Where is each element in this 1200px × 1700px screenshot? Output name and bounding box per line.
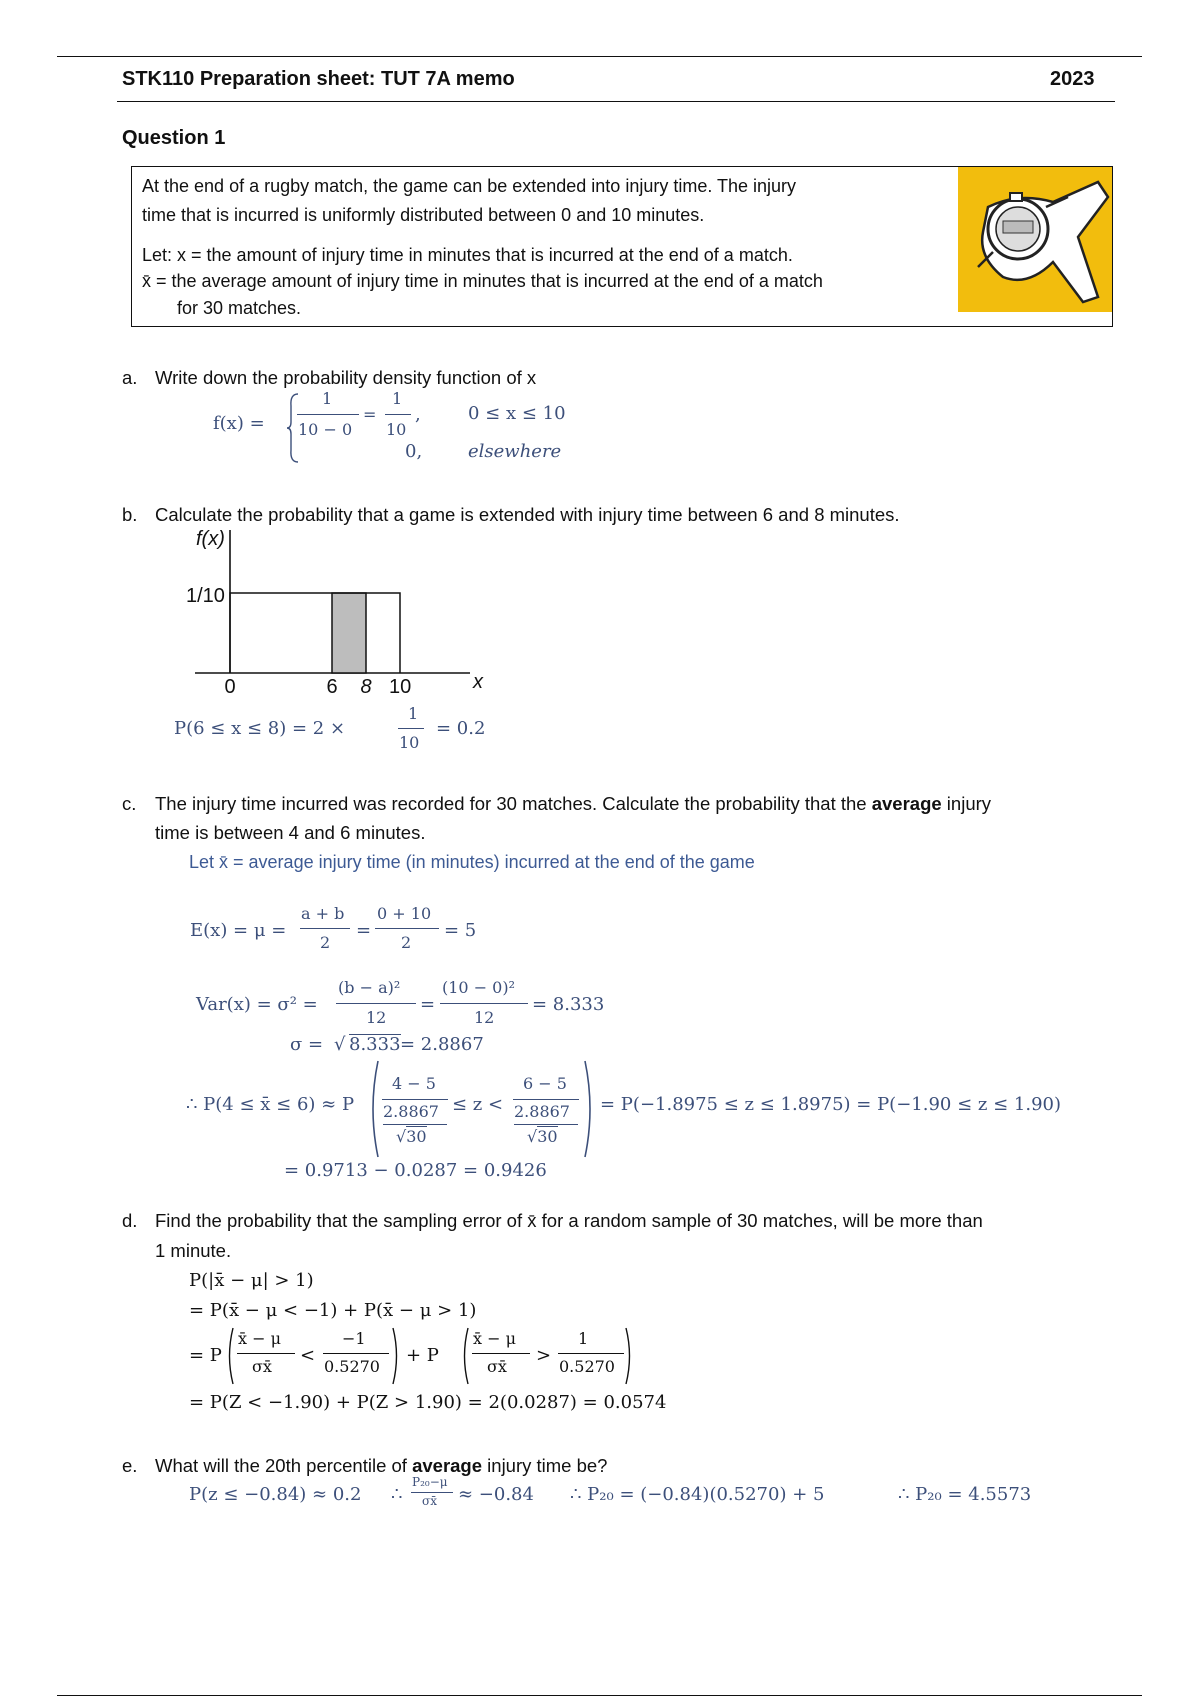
intro-line-2: time that is incurred is uniformly distributed between 0 and 10 minutes. (142, 205, 705, 225)
pdf-frac1-den: 10 − 0 (298, 420, 353, 439)
prob-d2: 2.8867 (514, 1102, 570, 1121)
sigma-rhs: = 2.8867 (400, 1034, 484, 1055)
pdf-eq: = (363, 405, 377, 424)
ex-lhs: E(x) = μ = (190, 920, 287, 941)
pdf-frac1-bar (297, 414, 359, 415)
d-plus: + P (406, 1345, 439, 1366)
part-e-step2-therefore: ∴ (391, 1484, 403, 1505)
d-f3-bar (472, 1353, 530, 1354)
var-f2-num: (10 − 0)² (442, 978, 516, 997)
d-paren2-right (624, 1326, 634, 1386)
part-e-step2-den: σx̄ (422, 1494, 437, 1508)
d-d4: 0.5270 (559, 1357, 615, 1376)
pdf-val2: 0, (405, 441, 423, 462)
ex-rhs: = 5 (444, 920, 477, 941)
part-d-line1: P(|x̄ − μ| > 1) (189, 1270, 314, 1291)
ex-f1-den: 2 (320, 933, 331, 952)
d-d3: σx̄ (487, 1357, 507, 1376)
d-lt: < (300, 1345, 316, 1366)
part-b-result-lhs: P(6 ≤ x ≤ 8) = 2 × (174, 718, 346, 739)
prob-s2: √30 (527, 1127, 558, 1146)
density-outline (230, 593, 400, 673)
header-year: 2023 (1050, 68, 1095, 90)
part-b-letter: b. (122, 504, 138, 525)
sigma-radicand: 8.333 (349, 1034, 401, 1055)
part-e-step1: P(z ≤ −0.84) ≈ 0.2 (189, 1484, 362, 1505)
ex-f1-bar (300, 928, 350, 929)
part-d-line2: = P(x̄ − μ < −1) + P(x̄ − μ > 1) (189, 1300, 477, 1321)
part-b-frac-den: 10 (399, 733, 420, 752)
sigma-radical-sign: √ (334, 1034, 346, 1055)
prob-paren-left (366, 1059, 380, 1159)
part-a-letter: a. (122, 367, 138, 388)
d-d1: σx̄ (252, 1357, 272, 1376)
part-e-step4: ∴ P₂₀ = 4.5573 (898, 1484, 1032, 1505)
intro-line-1: At the end of a rugby match, the game can be extended into injury time. The injury (142, 176, 797, 196)
part-b-result-rhs: = 0.2 (436, 718, 486, 739)
part-e-step2-bar (411, 1492, 453, 1493)
prob-d2-bar (514, 1124, 578, 1125)
part-e-question: What will the 20th percentile of average injury time be? (155, 1455, 608, 1476)
uniform-distribution-chart (180, 525, 500, 695)
bottom-rule (57, 1695, 1142, 1696)
stopwatch-image (958, 167, 1112, 312)
var-f1-bar (336, 1003, 416, 1004)
part-c-let: Let x̄ = average injury time (in minutes) incurred at the end of the game (189, 852, 755, 872)
prob-paren-right (583, 1059, 597, 1159)
pdf-comma: , (415, 404, 421, 425)
part-e-step3: ∴ P₂₀ = (−0.84)(0.5270) + 5 (570, 1484, 825, 1505)
prob-final: = 0.9713 − 0.0287 = 0.9426 (284, 1160, 547, 1181)
var-f1-num: (b − a)² (338, 978, 401, 997)
prob-mid: ≤ z < (452, 1094, 504, 1115)
question-title: Question 1 (122, 127, 226, 149)
prob-d1: 2.8867 (383, 1102, 439, 1121)
var-f1-den: 12 (366, 1008, 387, 1027)
d-n2: −1 (342, 1329, 366, 1348)
header-underline (117, 101, 1115, 102)
part-e-letter: e. (122, 1455, 138, 1476)
d-n1: x̄ − μ (238, 1329, 281, 1348)
var-f2-den: 12 (474, 1008, 495, 1027)
let-line-2: x̄ = the average amount of injury time in minutes that is incurred at the end of a match (142, 271, 823, 291)
var-eq: = (420, 994, 436, 1015)
x-tick-10: 10 (389, 676, 412, 695)
shaded-area (332, 593, 366, 673)
intro-box (131, 166, 1113, 327)
part-d-line4: = P(Z < −1.90) + P(Z > 1.90) = 2(0.0287) = 0.0574 (189, 1392, 667, 1413)
y-tick-label: 1/10 (186, 585, 225, 607)
sigma-lhs: σ = (290, 1034, 324, 1055)
part-e-step2-post: ≈ −0.84 (458, 1484, 534, 1505)
var-lhs: Var(x) = σ² = (196, 994, 318, 1015)
prob-s1: √30 (396, 1127, 427, 1146)
d-n3: x̄ − μ (473, 1329, 516, 1348)
ex-f2-num: 0 + 10 (377, 904, 432, 923)
d-n4: 1 (578, 1329, 589, 1348)
pdf-lhs: f(x) = (213, 413, 265, 434)
pdf-frac2-bar (385, 414, 411, 415)
part-b-question: Calculate the probability that a game is extended with injury time between 6 and 8 minutes. (155, 504, 900, 525)
d-paren2-left (460, 1326, 470, 1386)
ex-f2-den: 2 (401, 933, 412, 952)
part-d-line3-pre: = P (189, 1345, 222, 1366)
part-b-frac-num: 1 (408, 704, 419, 723)
x-tick-0: 0 (224, 676, 236, 695)
prob-n2: 6 − 5 (523, 1074, 567, 1093)
prob-s1-val: 30 (406, 1127, 427, 1146)
d-f2-bar (323, 1353, 389, 1354)
part-d-letter: d. (122, 1210, 138, 1231)
prob-n1: 4 − 5 (392, 1074, 436, 1093)
part-c-question-line1: The injury time incurred was recorded for 30 matches. Calculate the probability that the average injury (155, 793, 992, 814)
x-label: x (473, 671, 483, 693)
part-a-question: Write down the probability density function of x (155, 367, 537, 388)
d-paren1-left (225, 1326, 235, 1386)
part-d-question-line2: 1 minute. (155, 1240, 232, 1261)
d-gt: > (536, 1345, 552, 1366)
ex-f1-num: a + b (301, 904, 345, 923)
pdf-frac1-num: 1 (322, 389, 333, 408)
pdf-frac2-den: 10 (386, 420, 407, 439)
y-label: f(x) (196, 528, 225, 550)
part-e-step2-num: P₂₀−μ (412, 1475, 448, 1489)
part-b-frac-bar (398, 728, 424, 729)
ex-eq: = (356, 920, 372, 941)
var-rhs: = 8.333 (532, 994, 605, 1015)
part-c-letter: c. (122, 793, 137, 814)
prob-rhs: = P(−1.8975 ≤ z ≤ 1.8975) = P(−1.90 ≤ z ≤ 1.90) (600, 1094, 1061, 1115)
prob-f1-bar (382, 1099, 448, 1100)
ex-f2-bar (375, 928, 439, 929)
prob-f2-bar (513, 1099, 579, 1100)
pdf-cond1: 0 ≤ x ≤ 10 (468, 403, 566, 424)
var-f2-bar (440, 1003, 528, 1004)
pdf-cond2: elsewhere (468, 441, 562, 462)
let-line-1: Let: x = the amount of injury time in minutes that is incurred at the end of a match. (142, 245, 793, 265)
prob-s2-val: 30 (537, 1127, 558, 1146)
prob-lhs: ∴ P(4 ≤ x̄ ≤ 6) ≈ P (186, 1094, 355, 1115)
top-rule (57, 56, 1142, 57)
prob-d1-bar (383, 1124, 447, 1125)
part-c-question-line2: time is between 4 and 6 minutes. (155, 822, 426, 843)
part-d-question-line1: Find the probability that the sampling error of x̄ for a random sample of 30 matches, will be more than (155, 1210, 983, 1231)
d-paren1-right (391, 1326, 401, 1386)
d-f1-bar (237, 1353, 295, 1354)
let-line-3: for 30 matches. (177, 298, 302, 318)
pdf-frac2-num: 1 (392, 389, 403, 408)
d-f4-bar (558, 1353, 624, 1354)
x-tick-8: 8 (360, 676, 372, 695)
page-title: STK110 Preparation sheet: TUT 7A memo (122, 68, 515, 90)
x-tick-6: 6 (326, 676, 338, 695)
d-d2: 0.5270 (324, 1357, 380, 1376)
